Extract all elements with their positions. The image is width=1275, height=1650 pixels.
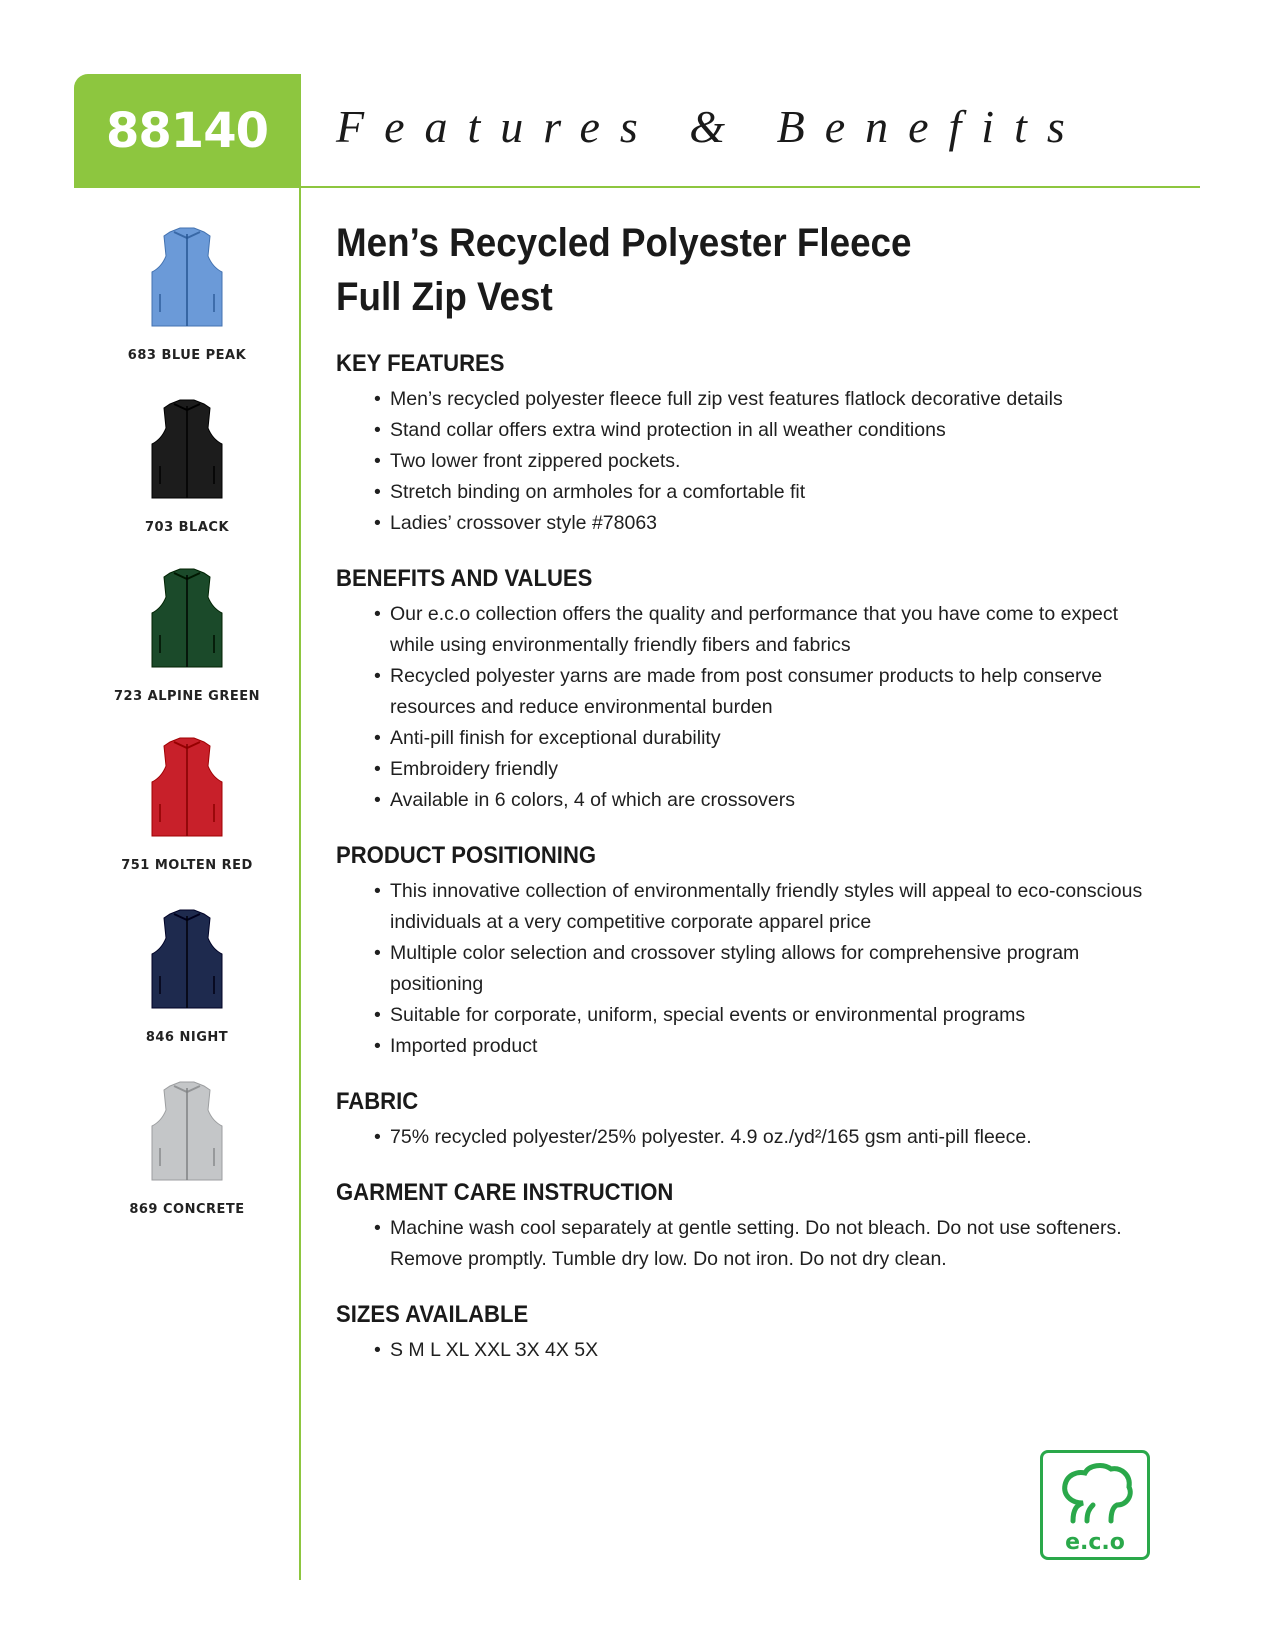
- swatch-label: 846 NIGHT: [145, 1030, 229, 1045]
- vest-icon: [148, 736, 226, 840]
- eco-logo-text: e.c.o: [1065, 1530, 1125, 1555]
- list-item: • Ladies’ crossover style #78063: [374, 508, 1166, 539]
- eco-logo: [1040, 1450, 1150, 1560]
- header-divider: [74, 186, 1200, 188]
- bullet-list: [336, 599, 1166, 816]
- swatch-label: 751 MOLTEN RED: [121, 858, 253, 873]
- list-item: • Our e.c.o collection offers the quality and performance that you have come to expect while using environmentally friendly fibers and fabrics: [374, 599, 1166, 661]
- list-item: • This innovative collection of environmentally friendly styles will appeal to eco-conscious individuals at a very competitive corporate apparel price: [374, 876, 1166, 938]
- style-number-badge: [74, 74, 300, 187]
- list-item: • S M L XL XXL 3X 4X 5X: [374, 1335, 1166, 1366]
- sidebar-divider: [299, 74, 301, 1580]
- list-item: • Recycled polyester yarns are made from post consumer products to help conserve resources and reduce environmental burden: [374, 661, 1166, 723]
- product-title: [336, 216, 1100, 324]
- swatch-item: [100, 398, 274, 548]
- list-item: • Stretch binding on armholes for a comfortable fit: [374, 477, 1166, 508]
- list-item: • Available in 6 colors, 4 of which are crossovers: [374, 785, 1166, 816]
- style-number: 88140: [106, 102, 268, 159]
- section-garment-care: [336, 1179, 1166, 1275]
- list-item: • Machine wash cool separately at gentle setting. Do not bleach. Do not use softeners. Remove promptly. Tumble dry low. Do not iron. Do not dry clean.: [374, 1213, 1166, 1275]
- bullet-list: [336, 876, 1166, 1062]
- section-key-features: [336, 350, 1166, 539]
- swatch-label: 869 CONCRETE: [129, 1202, 245, 1217]
- swatch-item: [100, 1080, 274, 1230]
- bullet-list: [336, 1335, 1166, 1366]
- section-sizes-available: [336, 1301, 1166, 1366]
- bullet-list: [336, 1213, 1166, 1275]
- swatch-label: 683 BLUE PEAK: [127, 348, 247, 363]
- list-item: • Suitable for corporate, uniform, special events or environmental programs: [374, 1000, 1166, 1031]
- section-heading: SIZES AVAILABLE: [336, 1301, 529, 1328]
- tree-icon: [1053, 1461, 1139, 1527]
- section-heading: FABRIC: [336, 1088, 419, 1115]
- list-item: • Two lower front zippered pockets.: [374, 446, 1166, 477]
- section-heading: KEY FEATURES: [336, 350, 505, 377]
- swatch-item: [100, 736, 274, 886]
- section-fabric: [336, 1088, 1166, 1153]
- section-heading: GARMENT CARE INSTRUCTION: [336, 1179, 674, 1206]
- section-heading: PRODUCT POSITIONING: [336, 842, 597, 869]
- vest-icon: [148, 1080, 226, 1184]
- section-product-positioning: [336, 842, 1166, 1062]
- vest-icon: [148, 908, 226, 1012]
- swatch-label: 723 ALPINE GREEN: [114, 689, 260, 704]
- section-heading: BENEFITS AND VALUES: [336, 565, 593, 592]
- list-item: • Men’s recycled polyester fleece full zip vest features flatlock decorative details: [374, 384, 1166, 415]
- bullet-list: [336, 384, 1166, 539]
- vest-icon: [148, 398, 226, 502]
- list-item: • Imported product: [374, 1031, 1166, 1062]
- list-item: • Embroidery friendly: [374, 754, 1166, 785]
- list-item: • Stand collar offers extra wind protection in all weather conditions: [374, 415, 1166, 446]
- product-details: [336, 216, 1166, 1366]
- vest-icon: [148, 567, 226, 671]
- page-header-title: Features & Benefits: [336, 101, 1085, 152]
- swatch-item: [100, 567, 274, 717]
- list-item: • Anti-pill finish for exceptional durability: [374, 723, 1166, 754]
- product-title-line2: Full Zip Vest: [336, 275, 553, 319]
- list-item: • Multiple color selection and crossover styling allows for comprehensive program positioning: [374, 938, 1166, 1000]
- list-item: • 75% recycled polyester/25% polyester. 4.9 oz./yd²/165 gsm anti-pill fleece.: [374, 1122, 1166, 1153]
- swatch-label: 703 BLACK: [144, 520, 230, 535]
- vest-icon: [148, 226, 226, 330]
- swatch-item: [100, 226, 274, 376]
- section-benefits-and-values: [336, 565, 1166, 816]
- swatch-item: [100, 908, 274, 1058]
- product-title-line1: Men’s Recycled Polyester Fleece: [336, 221, 912, 265]
- bullet-list: [336, 1122, 1166, 1153]
